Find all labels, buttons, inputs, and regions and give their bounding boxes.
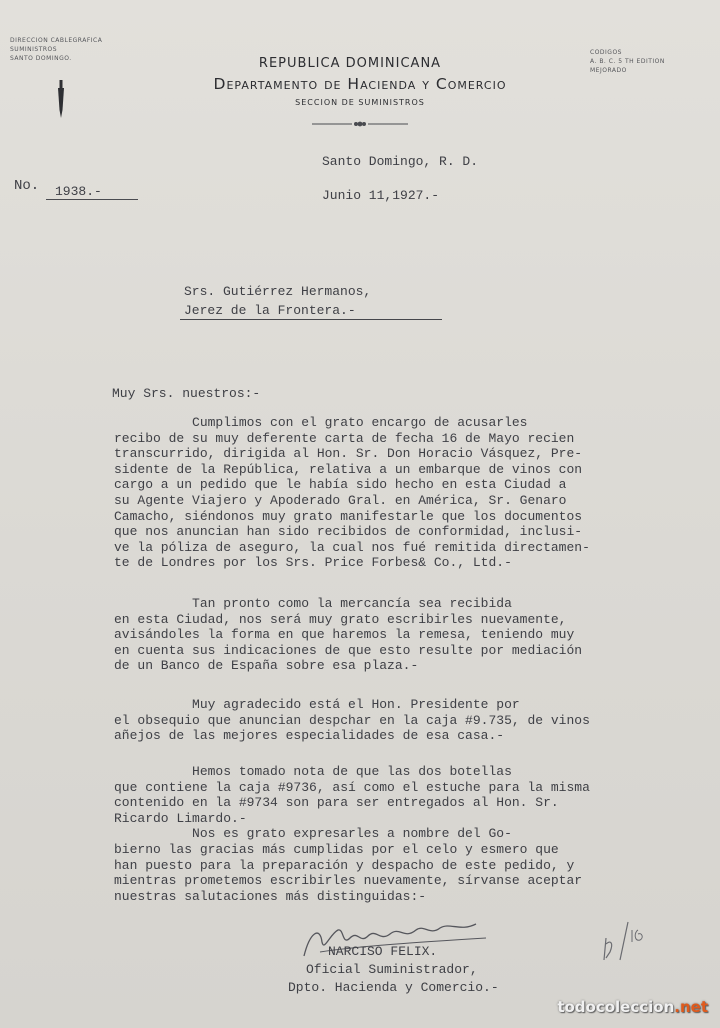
signatory-name: NARCISO FELIX. [328, 944, 438, 959]
number-value: 1938.- [55, 184, 102, 199]
cable-line-3: SANTO DOMINGO. [10, 55, 72, 62]
number-underline [46, 199, 138, 200]
codes-line-1: CODIGOS [590, 49, 622, 56]
body-line: Camacho, siéndonos muy grato manifestarle que los documentos [114, 508, 583, 524]
signatory-department: Dpto. Hacienda y Comercio.- [288, 980, 499, 995]
date-line: Junio 11,1927.- [322, 188, 440, 203]
body-line: nuestras salutaciones más distinguidas:- [114, 888, 427, 904]
body-line: sidente de la República, relativa a un embarque de vinos con [114, 461, 583, 477]
body-line: Ricardo Limardo.- [114, 810, 247, 826]
watermark-text: todocoleccion [557, 998, 675, 1016]
paragraph-1 [114, 415, 694, 571]
body-line: Cumplimos con el grato encargo de acusarles [114, 415, 528, 430]
body-line: Muy agradecido está el Hon. Presidente por [114, 697, 520, 712]
body-line: mientras prometemos escribirles nuevamente, sírvanse aceptar [114, 873, 583, 889]
body-line: contenido en la #9734 son para ser entregados al Hon. Sr. [114, 795, 559, 811]
paragraph-2 [114, 596, 694, 674]
handwritten-pencil-mark-icon [598, 918, 648, 964]
body-line: avisándoles la forma en que haremos la remesa, teniendo muy [114, 627, 575, 643]
cable-line-2: SUMINISTROS [10, 46, 58, 53]
ornament-divider-icon [312, 120, 408, 128]
number-label: No. [14, 178, 40, 194]
body-line: añejos de las mejores especialidades de esa casa.- [114, 728, 505, 744]
body-line: Hemos tomado nota de que las dos botellas [114, 764, 512, 779]
codes-block [590, 48, 700, 75]
watermark-logo [557, 998, 708, 1016]
signatory-title: Oficial Suministrador, [306, 962, 478, 977]
watermark-suffix: .net [674, 998, 708, 1016]
body-line: su Agente Viajero y Apoderado Gral. en América, Sr. Genaro [114, 492, 567, 508]
cable-line-1: DIRECCION CABLEGRAFICA [10, 37, 103, 44]
greeting: Muy Srs. nuestros:- [112, 386, 261, 401]
body-line: que nos anuncian han sido recibidos de conformidad, inclusi- [114, 524, 583, 540]
addressee-name: Srs. Gutiérrez Hermanos, [184, 284, 372, 299]
body-line: bierno las gracias más cumplidas por el celo y esmero que [114, 841, 559, 857]
body-line: ve la póliza de aseguro, la cual nos fué remitida directamen- [114, 539, 590, 555]
country-title: REPUBLICA DOMINICANA [258, 56, 442, 71]
paragraph-4 [114, 764, 694, 904]
body-line: Tan pronto como la mercancía sea recibida [114, 596, 512, 611]
body-line: transcurrido, dirigida al Hon. Sr. Don Horacio Vásquez, Pre- [114, 446, 583, 462]
city-line: Santo Domingo, R. D. [322, 154, 479, 169]
body-line: han puesto para la preparación y despacho de este pedido, y [114, 857, 575, 873]
codes-line-2: A. B. C. 5 TH EDITION [590, 58, 665, 65]
department-title: Departamento de Hacienda y Comercio [213, 75, 507, 93]
torch-emblem-icon [57, 80, 65, 118]
addressee-city: Jerez de la Frontera.- [184, 303, 356, 318]
addressee-underline [180, 319, 442, 320]
section-title: SECCION DE SUMINISTROS [295, 98, 425, 107]
body-line: el obsequio que anuncian despchar en la caja #9.735, de vinos [114, 712, 590, 728]
body-line: recibo de su muy deferente carta de fecha 16 de Mayo recien [114, 430, 575, 446]
body-line: Nos es grato expresarles a nombre del Go- [114, 826, 512, 842]
letterhead-header [140, 56, 580, 107]
body-line: que contiene la caja #9736, así como el estuche para la misma [114, 779, 590, 795]
body-line: te de Londres por los Srs. Price Forbes& Co., Ltd.- [114, 555, 512, 571]
codes-line-3: MEJORADO [590, 67, 627, 74]
body-line: en cuenta sus indicaciones de que esto resulte por mediación [114, 642, 583, 658]
body-line: de un Banco de España sobre esa plaza.- [114, 658, 419, 674]
body-line: en esta Ciudad, nos será muy grato escribirles nuevamente, [114, 611, 567, 627]
paragraph-3 [114, 697, 694, 744]
body-line: cargo a un pedido que le había sido hecho en esta Ciudad a [114, 477, 567, 493]
